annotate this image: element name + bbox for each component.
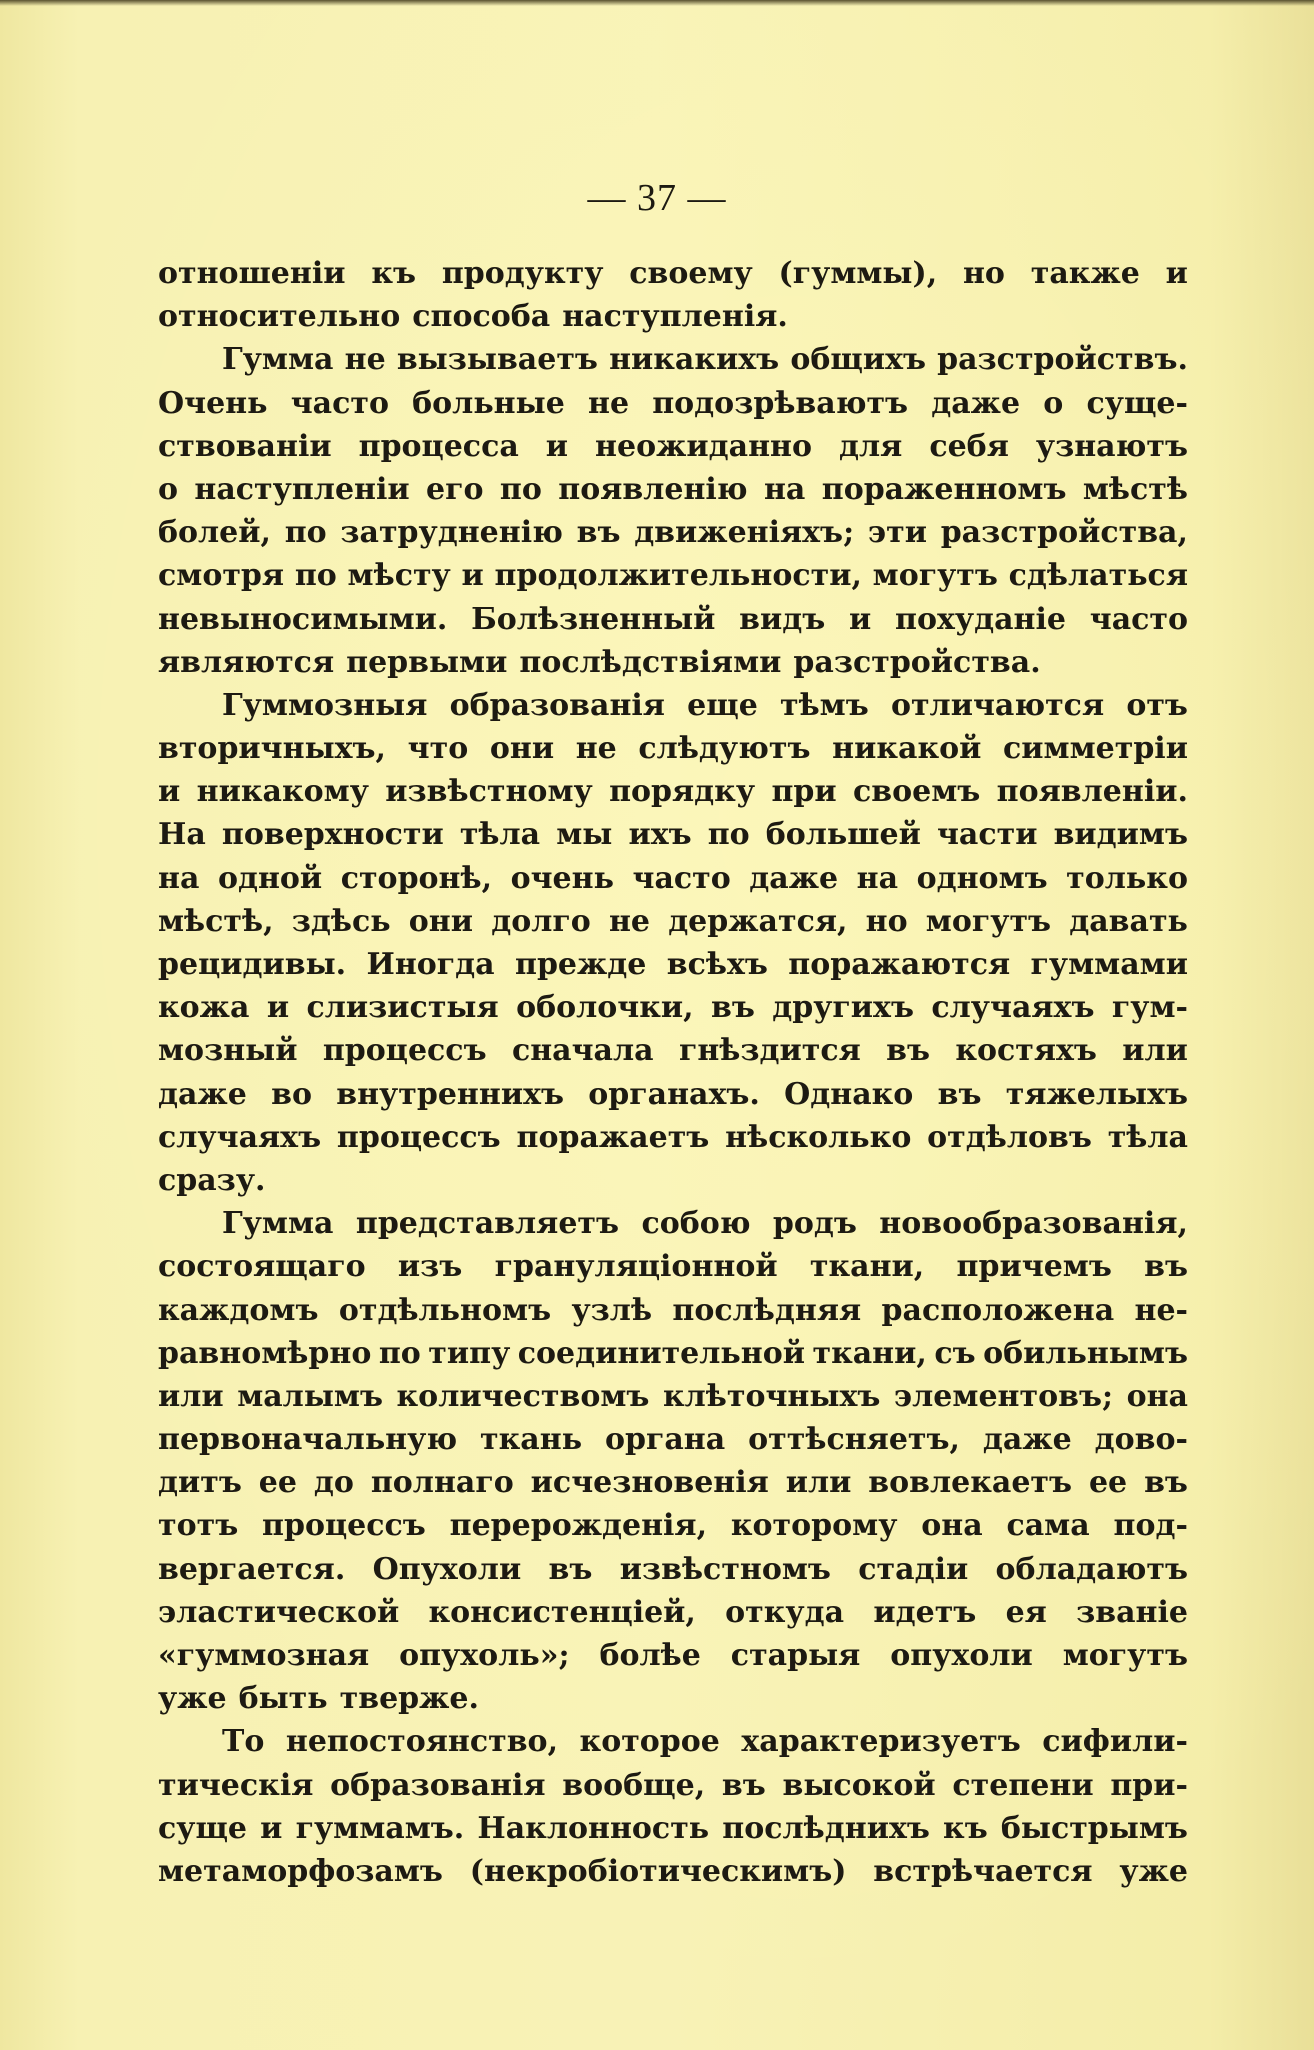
- text-line: суще и гуммамъ. Наклонность послѣднихъ къ быстрымъ: [158, 1810, 1188, 1846]
- text-line: относительно способа наступленія.: [158, 299, 788, 335]
- text-line: дитъ ее до полнаго исчезновенія или вовлекаетъ ее въ: [158, 1465, 1188, 1501]
- text-line: болей, по затрудненію въ движеніяхъ; эти разстройства,: [158, 515, 1188, 551]
- text-line: На поверхности тѣла мы ихъ по большей части видимъ: [158, 817, 1188, 853]
- text-line: первоначальную ткань органа оттѣсняетъ, даже дово-: [158, 1422, 1188, 1458]
- text-line: ствованіи процесса и неожиданно для себя узнаютъ: [158, 428, 1188, 464]
- paragraph: [158, 252, 1188, 338]
- text-line: сразу.: [158, 1162, 266, 1198]
- text-line: метаморфозамъ (некробіотическимъ) встрѣчается уже: [158, 1853, 1188, 1889]
- text-line: рецидивы. Иногда прежде всѣхъ поражаются гуммами: [158, 947, 1188, 982]
- page-number: — 37 —: [587, 177, 727, 219]
- text-line: То непостоянство, которое характеризуетъ сифили-: [222, 1724, 1188, 1760]
- text-line: отношеніи къ продукту своему (гуммы), но также и: [158, 256, 1188, 291]
- text-line: Гумма не вызываетъ никакихъ общихъ разстройствъ.: [222, 342, 1188, 378]
- text-line: тическія образованія вообще, въ высокой степени при-: [158, 1767, 1188, 1803]
- text-line: о наступленіи его по появленію на пораженномъ мѣстѣ: [158, 471, 1188, 507]
- text-line: тотъ процессъ перерожденія, которому она сама под-: [158, 1508, 1188, 1544]
- text-line: мозный процессъ сначала гнѣздится въ костяхъ или: [158, 1033, 1188, 1069]
- text-line: эластической консистенціей, откуда идетъ ея званіе: [158, 1594, 1188, 1630]
- text-line: равномѣрно по типу соединительной ткани, съ обильнымъ: [158, 1335, 1188, 1371]
- text-line: кожа и слизистыя оболочки, въ другихъ случаяхъ гум-: [158, 990, 1188, 1026]
- text-line: Гуммозныя образованія еще тѣмъ отличаются отъ: [222, 687, 1188, 723]
- text-line: вергается. Опухоли въ извѣстномъ стадіи обладаютъ: [158, 1551, 1188, 1587]
- text-line: состоящаго изъ грануляціонной ткани, причемъ въ: [158, 1249, 1188, 1285]
- text-line: и никакому извѣстному порядку при своемъ появленіи.: [158, 774, 1188, 810]
- paragraph: [158, 1202, 1188, 1720]
- text-line: смотря по мѣсту и продолжительности, могутъ сдѣлаться: [158, 558, 1188, 594]
- text-line: на одной сторонѣ, очень часто даже на одномъ только: [158, 860, 1188, 896]
- text-line: невыносимыми. Болѣзненный видъ и похуданіе часто: [158, 601, 1188, 637]
- text-line: Очень часто больные не подозрѣваютъ даже о суще-: [158, 385, 1188, 421]
- text-line: или малымъ количествомъ клѣточныхъ элементовъ; она: [158, 1378, 1188, 1414]
- paragraph: [158, 684, 1188, 1202]
- page-top-edge: [0, 0, 1314, 6]
- paragraph: [158, 338, 1188, 684]
- body-text: [158, 252, 1188, 1893]
- text-line: мѣстѣ, здѣсь они долго не держатся, но могутъ давать: [158, 903, 1188, 939]
- text-line: каждомъ отдѣльномъ узлѣ послѣдняя расположена не-: [158, 1292, 1188, 1328]
- text-line: «гуммозная опухоль»; болѣе старыя опухоли могутъ: [158, 1638, 1188, 1673]
- text-line: даже во внутреннихъ органахъ. Однако въ тяжелыхъ: [158, 1076, 1188, 1112]
- text-line: вторичныхъ, что они не слѣдуютъ никакой симметріи: [158, 731, 1188, 767]
- text-line: уже быть тверже.: [158, 1681, 479, 1717]
- text-line: Гумма представляетъ собою родъ новообразованія,: [222, 1206, 1188, 1242]
- text-line: случаяхъ процессъ поражаетъ нѣсколько отдѣловъ тѣла: [158, 1119, 1188, 1155]
- text-line: являются первыми послѣдствіями разстройства.: [158, 644, 1041, 680]
- paragraph: [158, 1720, 1188, 1893]
